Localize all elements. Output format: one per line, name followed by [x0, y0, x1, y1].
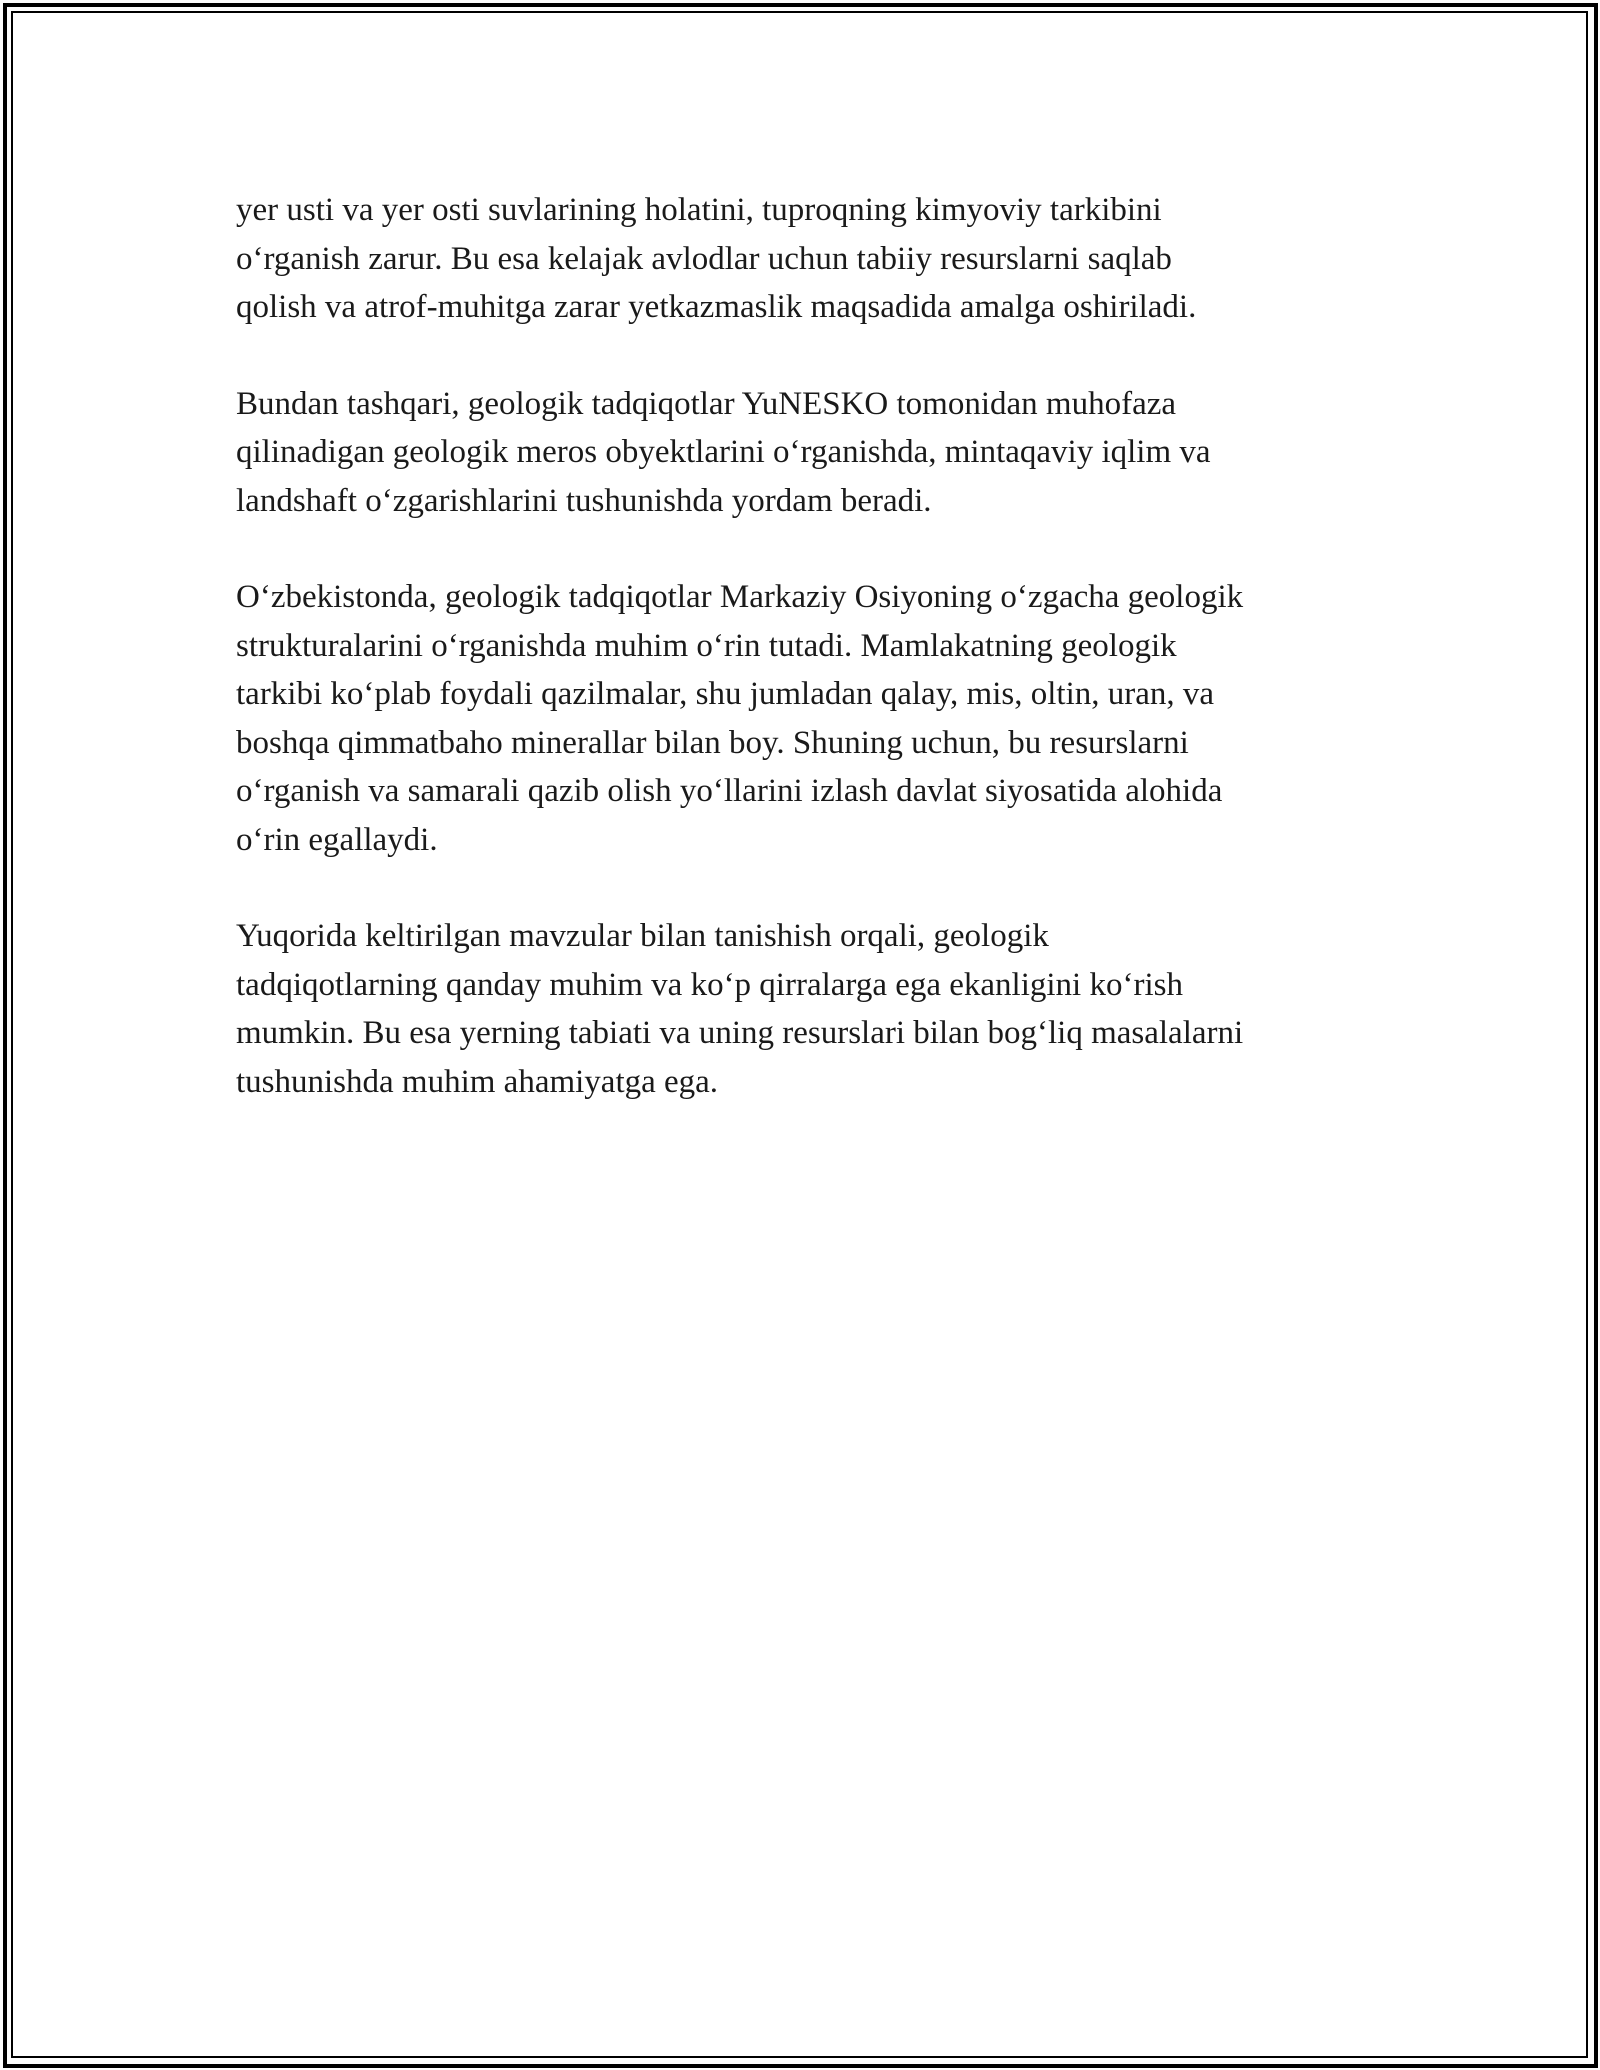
- paragraph-2: Bundan tashqari, geologik tadqiqotlar YuNESKO tomonidan muhofaza qilinadigan geologik meros obyektlarini o‘rganishda, mintaqaviy iqlim va landshaft o‘zgarishlarini tushunishda yordam beradi.: [236, 385, 1211, 519]
- document-body: [236, 186, 1396, 1154]
- paragraph-4: Yuqorida keltirilgan mavzular bilan tanishish orqali, geologik tadqiqotlarning qanday muhim va ko‘p qirralarga ega ekanligini ko‘rish mumkin. Bu esa yerning tabiati va uning resurslari bilan bog‘liq masalalarni tushunishda muhim ahamiyatga ega.: [236, 918, 1244, 1100]
- paragraph-3: O‘zbekistonda, geologik tadqiqotlar Markaziy Osiyoning o‘zgacha geologik strukturalarini o‘rganishda muhim o‘rin tutadi. Mamlakatning geologik tarkibi ko‘plab foydali qazilmalar, shu jumladan qalay, mis, oltin, uran, va boshqa qimmatbaho minerallar bilan boy. Shuning uchun, bu resurslarni o‘rganish va samarali qazib olish yo‘llarini izlash davlat siyosatida alohida o‘rin egallaydi.: [236, 579, 1244, 858]
- paragraph-1: yer usti va yer osti suvlarining holatini, tuproqning kimyoviy tarkibini o‘rganish zarur. Bu esa kelajak avlodlar uchun tabiiy resurslarni saqlab qolish va atrof-muhitga zarar yetkazmaslik maqsadida amalga oshiriladi.: [236, 192, 1197, 325]
